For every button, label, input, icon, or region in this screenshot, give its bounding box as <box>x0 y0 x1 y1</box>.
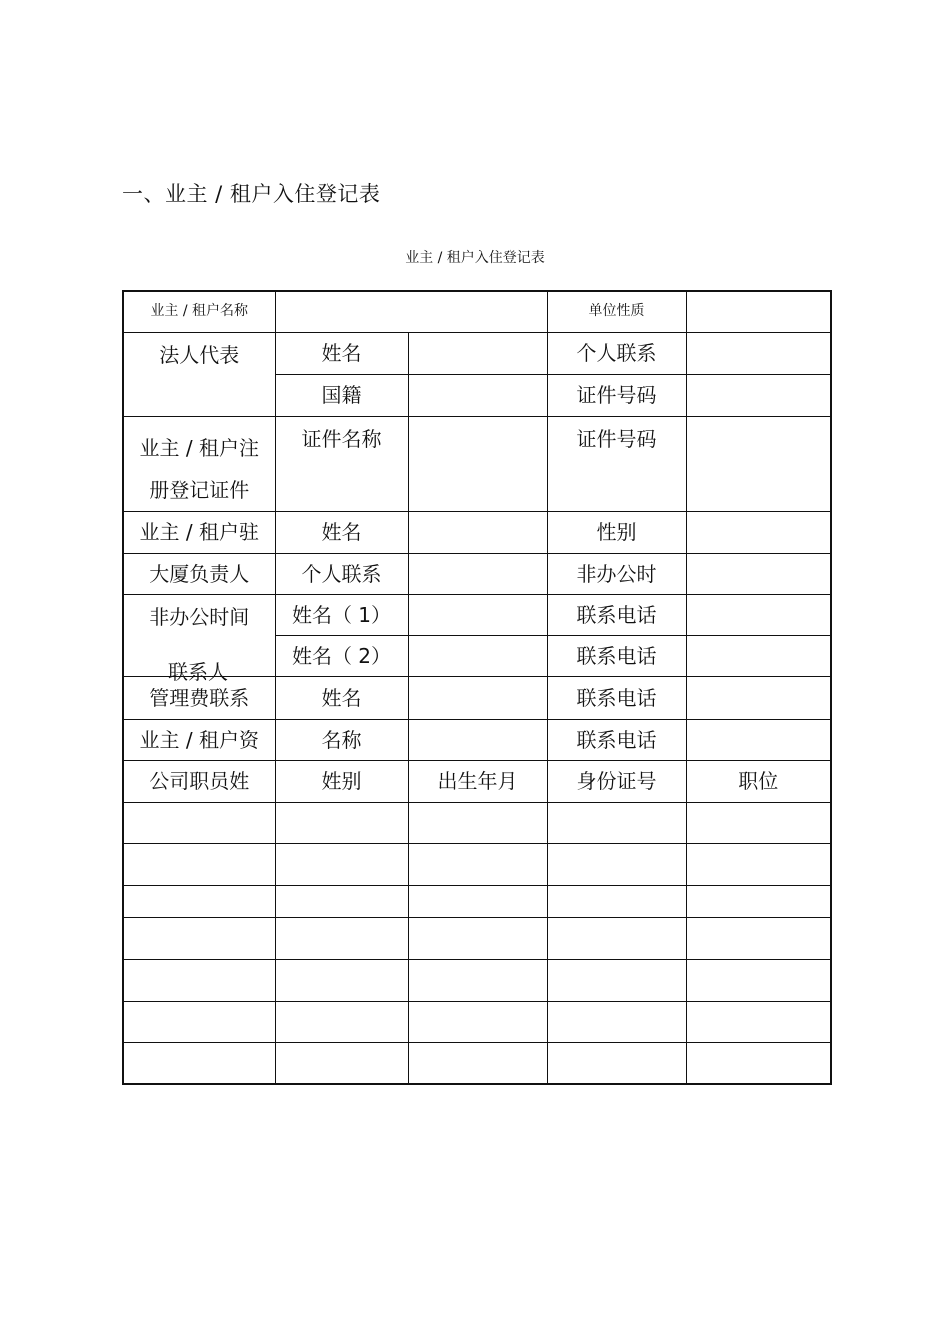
staff-cell[interactable] <box>547 1042 686 1084</box>
row-management-fee-contact <box>123 676 831 719</box>
staff-cell[interactable] <box>547 885 686 917</box>
staff-cell[interactable] <box>686 843 831 885</box>
row-staff-header <box>123 760 831 802</box>
staff-cell[interactable] <box>275 843 408 885</box>
row-resident-manager-contact <box>123 553 831 594</box>
staff-cell[interactable] <box>275 959 408 1001</box>
field-certificate-name[interactable] <box>408 416 547 511</box>
label-registration-certificate <box>123 416 275 511</box>
header-staff-name: 公司职员姓 <box>123 760 275 802</box>
staff-cell[interactable] <box>275 917 408 959</box>
label-name-1: 姓名（ 1） <box>275 594 408 635</box>
field-fee-contact-phone[interactable] <box>686 676 831 719</box>
row-tenant-qualification <box>123 719 831 760</box>
staff-cell[interactable] <box>408 885 547 917</box>
label-tenant-name: 业主 / 租户名称 <box>123 291 275 332</box>
staff-cell[interactable] <box>408 843 547 885</box>
label-management-fee-text: 管理费联系 <box>149 685 250 710</box>
field-manager-after-hours[interactable] <box>686 553 831 594</box>
label-nationality: 国籍 <box>275 374 408 416</box>
staff-cell[interactable] <box>123 802 275 843</box>
row-tenant-name <box>123 291 831 332</box>
label-after-hours: 非办公时 <box>547 553 686 594</box>
staff-cell[interactable] <box>408 802 547 843</box>
staff-cell[interactable] <box>275 1001 408 1042</box>
staff-cell[interactable] <box>547 917 686 959</box>
staff-cell[interactable] <box>123 885 275 917</box>
staff-cell[interactable] <box>686 1001 831 1042</box>
staff-cell[interactable] <box>408 1001 547 1042</box>
staff-cell[interactable] <box>123 1042 275 1084</box>
staff-cell[interactable] <box>547 843 686 885</box>
label-contact-phone: 联系电话 <box>547 676 686 719</box>
header-birth-date: 出生年月 <box>408 760 547 802</box>
field-contact-2-name[interactable] <box>408 635 547 676</box>
table-row <box>123 885 831 917</box>
field-legal-rep-name[interactable] <box>408 332 547 374</box>
label-tenant-qualification: 业主 / 租户资 <box>123 719 275 760</box>
header-id-number: 身份证号 <box>547 760 686 802</box>
staff-cell[interactable] <box>547 1001 686 1042</box>
field-unit-nature[interactable] <box>686 291 831 332</box>
field-legal-rep-contact[interactable] <box>686 332 831 374</box>
label-contact-phone: 联系电话 <box>547 594 686 635</box>
staff-cell[interactable] <box>123 917 275 959</box>
field-fee-contact-name[interactable] <box>408 676 547 719</box>
label-contact-phone: 联系电话 <box>547 719 686 760</box>
label-resident-manager-line2: 大厦负责人 <box>123 553 275 594</box>
staff-cell[interactable] <box>275 802 408 843</box>
label-unit-nature: 单位性质 <box>547 291 686 332</box>
label-contact-phone: 联系电话 <box>547 635 686 676</box>
label-registration-line2: 册登记证件 <box>149 477 250 502</box>
staff-cell[interactable] <box>123 959 275 1001</box>
staff-cell[interactable] <box>275 1042 408 1084</box>
field-manager-contact[interactable] <box>408 553 547 594</box>
label-name: 姓名 <box>275 676 408 719</box>
label-gender: 性别 <box>547 511 686 553</box>
label-certificate-name: 证件名称 <box>275 416 408 511</box>
overlap-contact-person-label: 联系人 <box>168 659 228 684</box>
row-resident-manager-name <box>123 511 831 553</box>
table-row <box>123 1042 831 1084</box>
field-nationality[interactable] <box>408 374 547 416</box>
staff-cell[interactable] <box>686 885 831 917</box>
label-legal-representative: 法人代表 <box>123 332 275 416</box>
label-certificate-number: 证件号码 <box>547 416 686 511</box>
label-registration-line1: 业主 / 租户注 <box>139 435 259 460</box>
field-contact-1-name[interactable] <box>408 594 547 635</box>
section-heading: 一、业主 / 租户入住登记表 <box>122 182 381 206</box>
staff-cell[interactable] <box>686 959 831 1001</box>
staff-cell[interactable] <box>408 917 547 959</box>
label-id-number: 证件号码 <box>547 374 686 416</box>
label-after-hours-time: 非办公时间 <box>123 594 275 676</box>
row-legal-rep-name <box>123 332 831 374</box>
staff-cell[interactable] <box>275 885 408 917</box>
table-row <box>123 802 831 843</box>
field-manager-gender[interactable] <box>686 511 831 553</box>
staff-cell[interactable] <box>408 959 547 1001</box>
label-name-2: 姓名（ 2） <box>275 635 408 676</box>
staff-cell[interactable] <box>547 959 686 1001</box>
staff-cell[interactable] <box>686 802 831 843</box>
table-row <box>123 917 831 959</box>
label-resident-manager-line1: 业主 / 租户驻 <box>123 511 275 553</box>
label-title: 名称 <box>275 719 408 760</box>
label-management-fee-contact <box>123 659 275 719</box>
header-position: 职位 <box>686 760 831 802</box>
label-name: 姓名 <box>275 511 408 553</box>
staff-cell[interactable] <box>547 802 686 843</box>
field-manager-name[interactable] <box>408 511 547 553</box>
registration-form-table <box>122 290 832 1085</box>
label-name: 姓名 <box>275 332 408 374</box>
field-tenant-name[interactable] <box>275 291 547 332</box>
row-registration-certificate <box>123 416 831 511</box>
header-gender: 姓别 <box>275 760 408 802</box>
staff-cell[interactable] <box>408 1042 547 1084</box>
table-caption: 业主 / 租户入住登记表 <box>405 250 545 266</box>
field-qualification-phone[interactable] <box>686 719 831 760</box>
label-personal-contact: 个人联系 <box>547 332 686 374</box>
table-row <box>123 1001 831 1042</box>
field-contact-1-phone[interactable] <box>686 594 831 635</box>
staff-cell[interactable] <box>123 843 275 885</box>
table-row <box>123 959 831 1001</box>
field-id-number[interactable] <box>686 374 831 416</box>
staff-cell[interactable] <box>686 1042 831 1084</box>
row-after-hours-contact-1 <box>123 594 831 635</box>
field-contact-2-phone[interactable] <box>686 635 831 676</box>
table-row <box>123 843 831 885</box>
field-qualification-name[interactable] <box>408 719 547 760</box>
staff-cell[interactable] <box>686 917 831 959</box>
field-certificate-number[interactable] <box>686 416 831 511</box>
staff-cell[interactable] <box>123 1001 275 1042</box>
label-personal-contact: 个人联系 <box>275 553 408 594</box>
